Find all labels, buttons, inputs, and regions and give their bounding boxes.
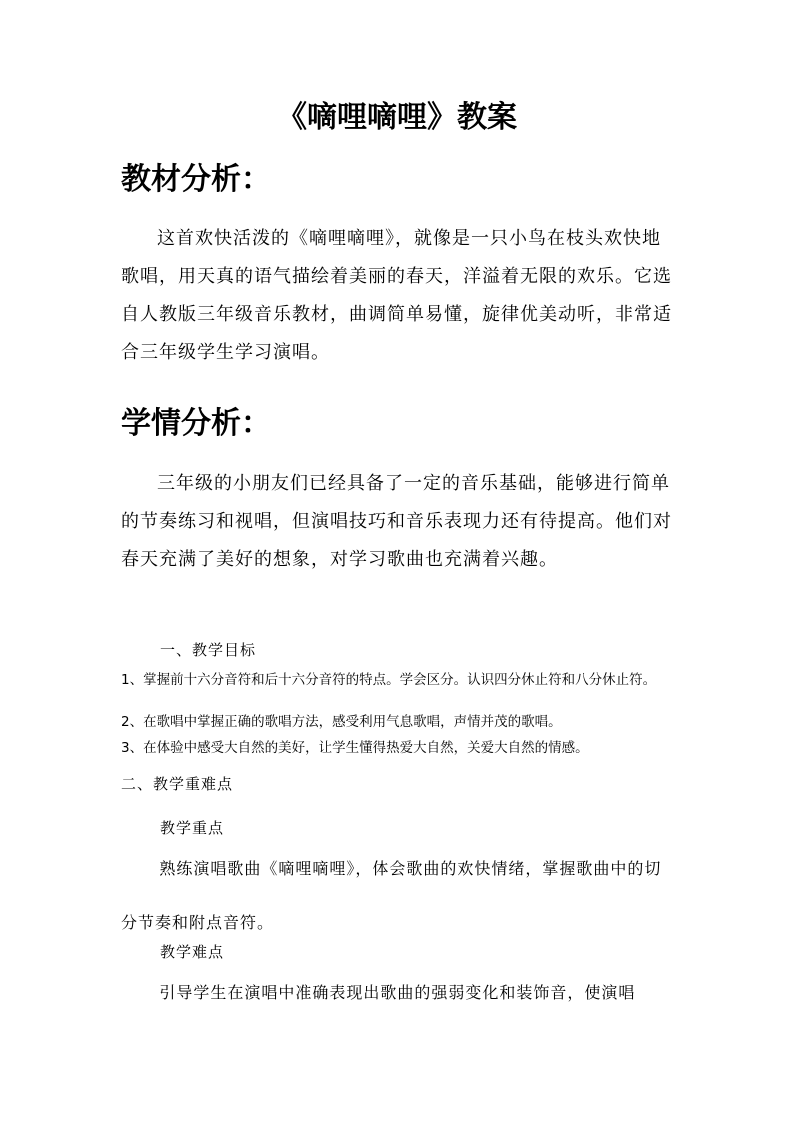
heading-key-points: 二、教学重难点 xyxy=(121,775,234,793)
paragraph-textbook-analysis: 这首欢快活泼的《嘀哩嘀哩》，就像是一只小鸟在枝头欢快地歌唱，用天真的语气描绘着美丽的春天，洋溢着无限的欢乐。它选自人教版三年级音乐教材，曲调简单易懂，旋律优美动听，非常适合三年级学生学习演唱。 xyxy=(121,228,672,363)
goal-item-1: 1、掌握前十六分音符和后十六分音符的特点。学会区分。认识四分休止符和八分休止符。 xyxy=(121,672,657,688)
goal-item-2: 2、在歌唱中掌握正确的歌唱方法，感受利用气息歌唱，声情并茂的歌唱。 xyxy=(121,714,562,730)
heading-teaching-goals: 一、教学目标 xyxy=(160,641,257,659)
heading-textbook-analysis: 教材分析： xyxy=(121,162,271,197)
document-title: 《嘀哩嘀哩》教案 xyxy=(277,100,517,135)
goal-item-3: 3、在体验中感受大自然的美好，让学生懂得热爱大自然，关爱大自然的情感。 xyxy=(121,740,589,756)
paragraph-student-analysis: 三年级的小朋友们已经具备了一定的音乐基础，能够进行简单的节奏练习和视唱，但演唱技巧和音乐表现力还有待提高。他们对春天充满了美好的想象，对学习歌曲也充满着兴趣。 xyxy=(121,473,672,570)
paragraph-teaching-focus: 熟练演唱歌曲《嘀哩嘀哩》，体会歌曲的欢快情绪，掌握歌曲中的切分节奏和附点音符。 xyxy=(121,859,662,932)
label-teaching-difficulty: 教学难点 xyxy=(160,943,225,961)
label-teaching-focus: 教学重点 xyxy=(160,819,225,837)
paragraph-teaching-difficulty: 引导学生在演唱中准确表现出歌曲的强弱变化和装饰音，使演唱 xyxy=(159,983,636,1002)
heading-student-analysis: 学情分析： xyxy=(121,406,271,441)
